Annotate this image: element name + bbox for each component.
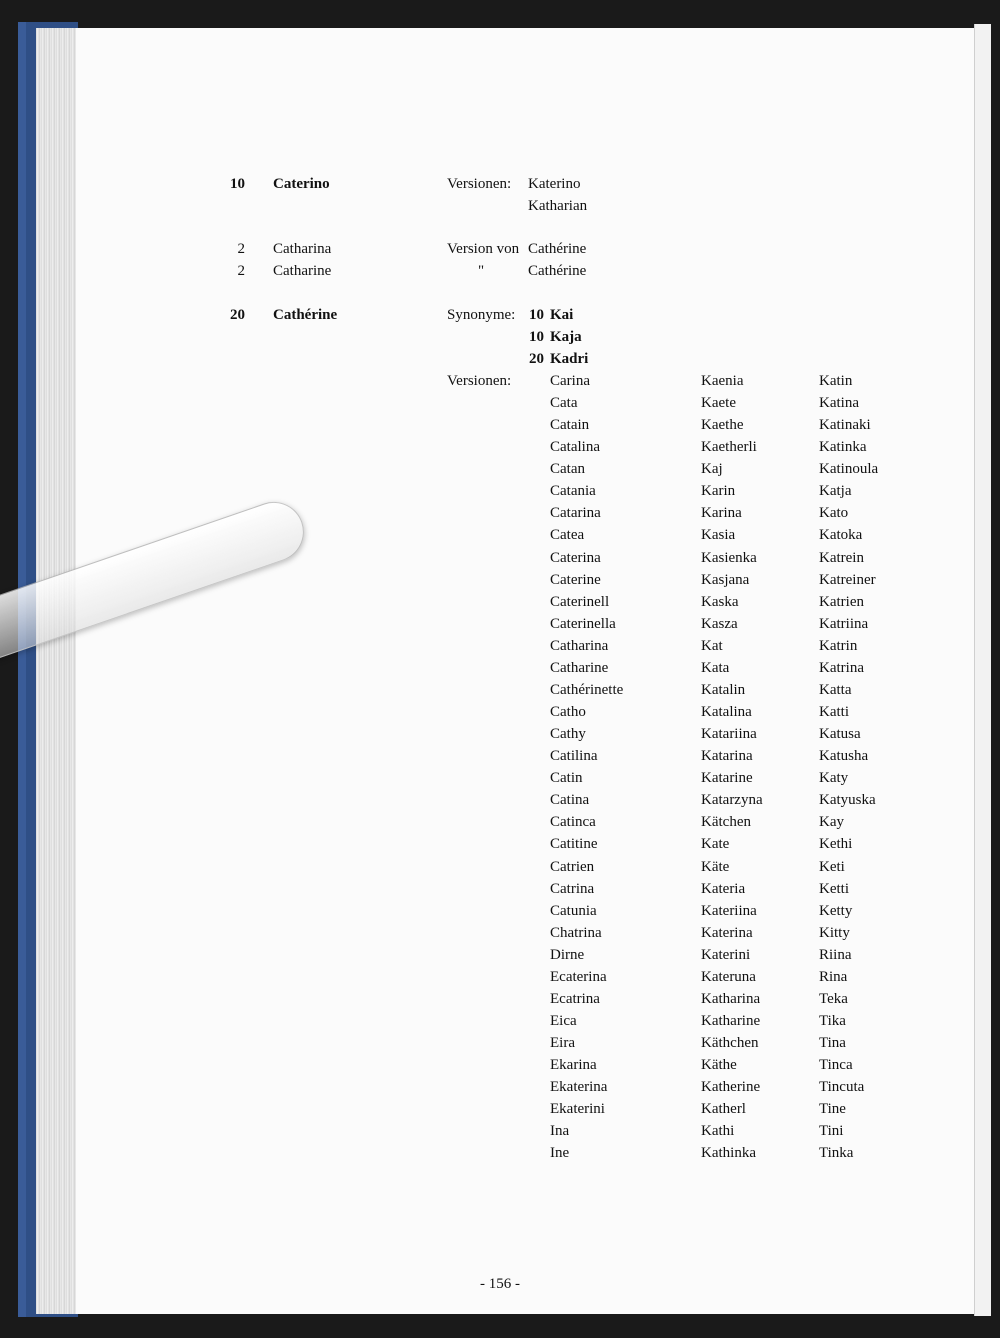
- version-name: Tini: [819, 1123, 844, 1140]
- entry-label: Version von: [447, 241, 520, 257]
- version-name: Tinca: [819, 1057, 853, 1074]
- version-name: Tine: [819, 1101, 846, 1118]
- page-number: - 156 -: [480, 1276, 520, 1292]
- version-name: Ketty: [819, 902, 853, 919]
- version-name: Ekaterina: [550, 1079, 608, 1096]
- entry-count: 2: [237, 241, 245, 257]
- version-name: Ecaterina: [550, 968, 607, 985]
- entry-label: Synonyme:: [447, 307, 516, 323]
- version-name: Ina: [550, 1123, 570, 1140]
- version-name: Tinka: [819, 1145, 854, 1162]
- version-name: Kaetherli: [701, 439, 757, 456]
- entry-value: Katharian: [528, 198, 588, 214]
- synonym-count: 20: [529, 351, 544, 367]
- version-name: Kethi: [819, 836, 853, 853]
- version-name: Kateria: [701, 880, 746, 897]
- version-name: Ecatrina: [550, 990, 600, 1007]
- version-name: Rina: [819, 968, 848, 985]
- version-name: Katy: [819, 770, 849, 787]
- version-name: Katarina: [701, 748, 753, 765]
- version-name: Tina: [819, 1035, 846, 1052]
- version-name: Katalina: [701, 704, 752, 721]
- version-name: Katriina: [819, 615, 869, 632]
- version-name: Katrin: [819, 637, 858, 654]
- version-name: Catrina: [550, 880, 595, 897]
- version-name: Katrien: [819, 593, 864, 610]
- version-name: Catalina: [550, 439, 600, 456]
- version-name: Katrein: [819, 549, 864, 566]
- version-name: Catho: [550, 704, 586, 721]
- version-name: Kaenia: [701, 373, 744, 389]
- version-name: Kaska: [701, 593, 739, 610]
- ditto-mark: ": [478, 263, 485, 279]
- version-name: Katusa: [819, 726, 861, 743]
- version-name: Katherine: [701, 1079, 761, 1096]
- version-name: Kathinka: [701, 1145, 756, 1162]
- version-name: Catunia: [550, 902, 597, 919]
- version-name: Catitine: [550, 836, 598, 853]
- entry-name: Catharine: [273, 263, 332, 279]
- version-name: Caterina: [550, 549, 601, 566]
- version-name: Kaethe: [701, 417, 744, 434]
- version-name: Keti: [819, 858, 845, 875]
- version-name: Catin: [550, 770, 583, 787]
- version-name: Riina: [819, 946, 852, 963]
- version-name: Katarzyna: [701, 792, 763, 809]
- synonym-count: 10: [529, 329, 544, 345]
- entry-label: Versionen:: [447, 176, 512, 192]
- entry-value: Katerino: [528, 176, 581, 192]
- version-name: Katoka: [819, 527, 863, 544]
- version-name: Kätchen: [701, 814, 751, 831]
- version-name: Kat: [701, 637, 723, 654]
- version-name: Eica: [550, 1013, 577, 1030]
- version-name: Catania: [550, 483, 596, 500]
- version-name: Katerini: [701, 946, 751, 963]
- version-name: Katusha: [819, 748, 869, 765]
- entry-name: Cathérine: [273, 307, 338, 323]
- version-name: Ekarina: [550, 1057, 597, 1074]
- version-name: Katharine: [701, 1013, 761, 1030]
- version-name: Caterinell: [550, 593, 610, 610]
- book-cover-edge: [18, 22, 26, 1317]
- version-name: Teka: [819, 990, 848, 1007]
- synonym-name: Kadri: [550, 351, 589, 367]
- version-name: Katin: [819, 373, 853, 389]
- version-name: Dirne: [550, 946, 585, 963]
- version-name: Katalin: [701, 681, 746, 698]
- version-name: Catarina: [550, 505, 601, 522]
- version-name: Katina: [819, 395, 859, 412]
- version-name: Karin: [701, 483, 736, 500]
- version-name: Kasia: [701, 527, 736, 544]
- version-name: Kay: [819, 814, 844, 831]
- entry-count: 10: [230, 176, 245, 192]
- version-name: Katreiner: [819, 571, 876, 588]
- version-name: Karina: [701, 505, 742, 522]
- version-name: Katinaki: [819, 417, 871, 434]
- version-name: Catharina: [550, 637, 609, 654]
- version-name: Tika: [819, 1013, 846, 1030]
- version-name: Caterine: [550, 571, 601, 588]
- version-name: Kaj: [701, 461, 723, 478]
- version-name: Käte: [701, 858, 730, 875]
- version-name: Katarine: [701, 770, 753, 787]
- version-name: Katharina: [701, 990, 761, 1007]
- version-name: Kasza: [701, 615, 738, 632]
- version-name: Kathi: [701, 1123, 735, 1140]
- facing-page-edge: [974, 24, 991, 1316]
- version-name: Cathy: [550, 726, 586, 743]
- version-name: Tincuta: [819, 1079, 865, 1096]
- version-name: Caterinella: [550, 615, 616, 632]
- version-name: Katrina: [819, 659, 864, 676]
- version-name: Kaete: [701, 395, 736, 412]
- version-name: Ine: [550, 1145, 570, 1162]
- version-name: Kata: [701, 659, 730, 676]
- version-name: Katherl: [701, 1101, 746, 1118]
- synonym-name: Kaja: [550, 329, 582, 345]
- version-name: Cata: [550, 395, 578, 412]
- version-name: Kateruna: [701, 968, 756, 985]
- version-name: Ekaterini: [550, 1101, 605, 1118]
- version-name: Catan: [550, 461, 585, 478]
- entry-count: 20: [230, 307, 245, 323]
- version-name: Kateriina: [701, 902, 757, 919]
- version-name: Ketti: [819, 880, 849, 897]
- version-name: Kitty: [819, 924, 850, 941]
- version-name: Katinoula: [819, 461, 879, 478]
- version-name: Katja: [819, 483, 852, 500]
- version-name: Catinca: [550, 814, 596, 831]
- version-name: Eira: [550, 1035, 575, 1052]
- version-name: Cathérinette: [550, 681, 624, 698]
- version-name: Carina: [550, 373, 590, 389]
- version-name: Catina: [550, 792, 590, 809]
- version-name: Catea: [550, 527, 585, 544]
- version-name: Katariina: [701, 726, 757, 743]
- version-name: Catharine: [550, 659, 609, 676]
- version-name: Katti: [819, 704, 849, 721]
- version-name: Catrien: [550, 858, 595, 875]
- version-name: Katta: [819, 681, 852, 698]
- version-name: Kato: [819, 505, 849, 522]
- entry-name: Catharina: [273, 241, 332, 257]
- version-name: Catilina: [550, 748, 598, 765]
- entry-count: 2: [237, 263, 245, 279]
- entry-value: Cathérine: [528, 263, 587, 279]
- synonym-name: Kai: [550, 307, 574, 323]
- versions-label: Versionen:: [447, 373, 512, 389]
- version-name: Käthchen: [701, 1035, 759, 1052]
- version-name: Kasienka: [701, 549, 757, 566]
- version-name: Käthe: [701, 1057, 737, 1074]
- version-name: Kasjana: [701, 571, 750, 588]
- synonym-count: 10: [529, 307, 544, 323]
- version-name: Katinka: [819, 439, 867, 456]
- version-name: Kate: [701, 836, 730, 853]
- version-name: Chatrina: [550, 924, 602, 941]
- entry-value: Cathérine: [528, 241, 587, 257]
- version-name: Katyuska: [819, 792, 876, 809]
- version-name: Catain: [550, 417, 590, 434]
- entry-name: Caterino: [273, 176, 330, 192]
- version-name: Katerina: [701, 924, 753, 941]
